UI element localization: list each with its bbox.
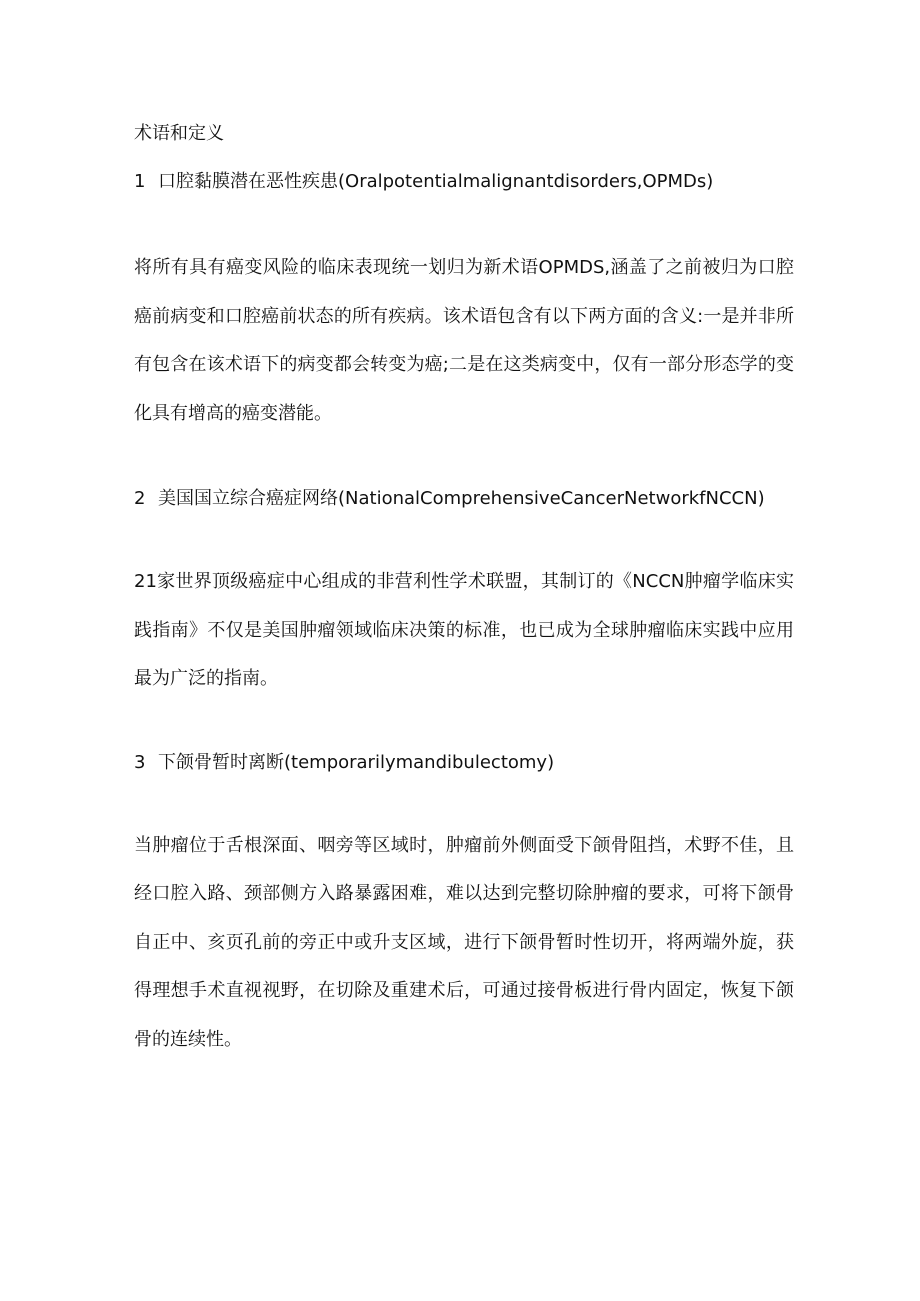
term-definition-3: 当肿瘤位于舌根深面、咽旁等区域时，肿瘤前外侧面受下颌骨阻挡，术野不佳，且经口腔入路、颈部侧方入路暴露困难，难以达到完整切除肿瘤的要求，可将下颌骨自正中、亥页孔前的旁正中或升支区域，进行下颌骨暂时性切开，将两端外旋，获得理想手术直视视野，在切除及重建术后，可通过接骨板进行骨内固定，恢复下颌骨的连续性。 (134, 834, 794, 1050)
term-number-3: 3 (134, 751, 146, 773)
term-definition-1: 将所有具有癌变风险的临床表现统一划归为新术语OPMDS,涵盖了之前被归为口腔癌前病变和口腔癌前状态的所有疾病。该术语包含有以下两方面的含义:一是并非所有包含在该术语下的病变都会转变为癌;二是在这类病变中，仅有一部分形态学的变化具有增高的癌变潜能。 (134, 257, 794, 424)
term-heading-1-text: 口腔黏膜潜在恶性疾患(Oralpotentialmalignantdisorders,OPMDs) (158, 171, 714, 192)
term-number-1: 1 (134, 171, 146, 192)
document-content (134, 121, 794, 1064)
term-heading-2-text: 美国国立综合癌症网络(NationalComprehensiveCancerNetworkfNCCN) (158, 488, 765, 509)
term-heading-2 (134, 486, 794, 512)
term-heading-3-text: 下颌骨暂时离断(temporarilymandibulectomy) (158, 751, 555, 773)
document-title: 术语和定义 (134, 123, 224, 144)
term-heading-1 (134, 169, 794, 195)
term-definition-2: 21家世界顶级癌症中心组成的非营利性学术联盟，其制订的《NCCN肿瘤学临床实践指南》不仅是美国肿瘤领域临床决策的标准，也已成为全球肿瘤临床实践中应用最为广泛的指南。 (134, 571, 794, 689)
term-heading-3 (134, 750, 794, 776)
term-number-2: 2 (134, 488, 146, 509)
